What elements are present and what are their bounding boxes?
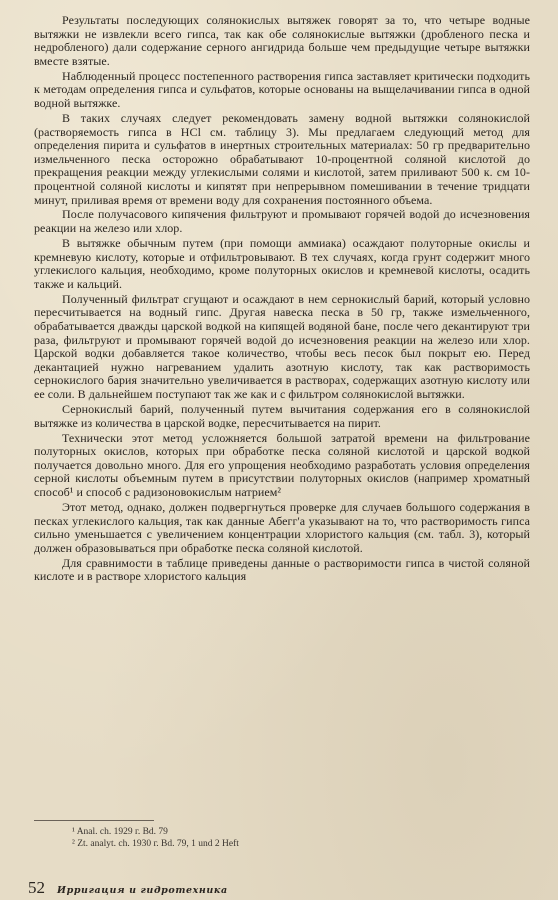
paragraph: Результаты последующих солянокислых вытяжек говорят за то, что четыре водные вытяжки не извлекли всего гипса, так как обе солянокислые вытяжки (дробленого песка и недробленого) дали содержание серного ангидрида больше чем предыдущие четыре вытяжки вместе взятые. — [34, 13, 530, 68]
paragraph: В таких случаях следует рекомендовать замену водной вытяжки солянокислой (растворяемость гипса в HCl см. таблицу 3). Мы предлагаем следующий метод для определения пирита и сульфатов в инертных строительных материалах: 50 гр предварительно измельченного песка осторожно обрабатывают 10-процентной соляной кислотой до прекращения реакции между углекислыми солями и кислотой, затем приливают 500 к. см 10-процентной соляной кислоты и кипятят при непрерывном помешивании в течение тридцати минут, приливая время от времени воду для сохранения постоянного объема. — [34, 110, 530, 207]
page-number: 52 — [28, 878, 45, 897]
body-text — [34, 14, 530, 584]
page-footer — [28, 878, 524, 900]
paragraph: В вытяжке обычным путем (при помощи аммиака) осаждают полуторные окислы и кремневую кислоту, которые и отфильтровывают. В тех случаях, когда грунт содержит много углекислого кальция, необходимо, кроме полуторных окислов и кремневой кислоты, осадить также и кальций. — [34, 236, 530, 291]
paragraph: Этот метод, однако, должен подвергнуться проверке для случаев большого содержания в песках углекислого кальция, так как данные Абегг'а указывают на то, что растворимость гипса сильно уменьшается с увеличением концентрации хлористого кальция (см. табл. 3), который должен образовываться при обработке песка соляной кислотой. — [34, 499, 530, 555]
footnote: ² Zt. analyt. ch. 1930 г. Bd. 79, 1 und 2 Heft — [72, 839, 239, 849]
running-title: Ирригация и гидротехника — [57, 885, 228, 896]
footnote: ¹ Anal. ch. 1929 г. Bd. 79 — [72, 827, 168, 837]
paragraph: После получасового кипячения фильтруют и промывают горячей водой до исчезновения реакции на железо или хлор. — [34, 207, 530, 236]
footnotes — [34, 826, 530, 850]
paragraph: Наблюденный процесс постепенного растворения гипса заставляет критически подходить к методам определения гипса и сульфатов, которые основаны на выщелачивании гипса в одной водной вытяжке. — [34, 68, 530, 110]
document-page — [28, 13, 530, 897]
paragraph: Технически этот метод усложняется большой затратой времени на фильтрование полуторных окислов, которых при обработке песка соляной кислотой и царской водкой получается довольно много. Для его упрощения необходимо разработать условия определения серной кислоты объемным путем в присутствии полуторных окислов (например хроматный способ¹ и способ с радизоновокислым натрием² — [34, 430, 530, 499]
footnote-divider — [34, 820, 154, 821]
paragraph: Сернокислый барий, полученный путем вычитания содержания его в солянокислой вытяжке из количества в царской водке, пересчитывается на пирит. — [34, 401, 530, 430]
paragraph: Полученный фильтрат сгущают и осаждают в нем сернокислый барий, который условно пересчитывается на водный гипс. Другая навеска песка в 50 гр, также измельченного, обрабатывается дважды царской водкой на кипящей водяной бане, после чего декантируют три раза, фильтруют и промывают горячей водой до исчезновения реакции на железо или хлор. Царской водки добавляется такое количество, чтобы весь песок был покрыт ею. Перед декантацией нужно нагреванием удалить азотную кислоту, так как растворимость сернокислого бария значительно увеличивается в растворах, содержащих азотную кислоту или ее соли. В дальнейшем поступают так же как и с фильтром солянокислой вытяжки. — [34, 291, 530, 401]
paragraph: Для сравнимости в таблице приведены данные о растворимости гипса в чистой соляной кислоте и в растворе хлористого кальция — [34, 555, 530, 584]
